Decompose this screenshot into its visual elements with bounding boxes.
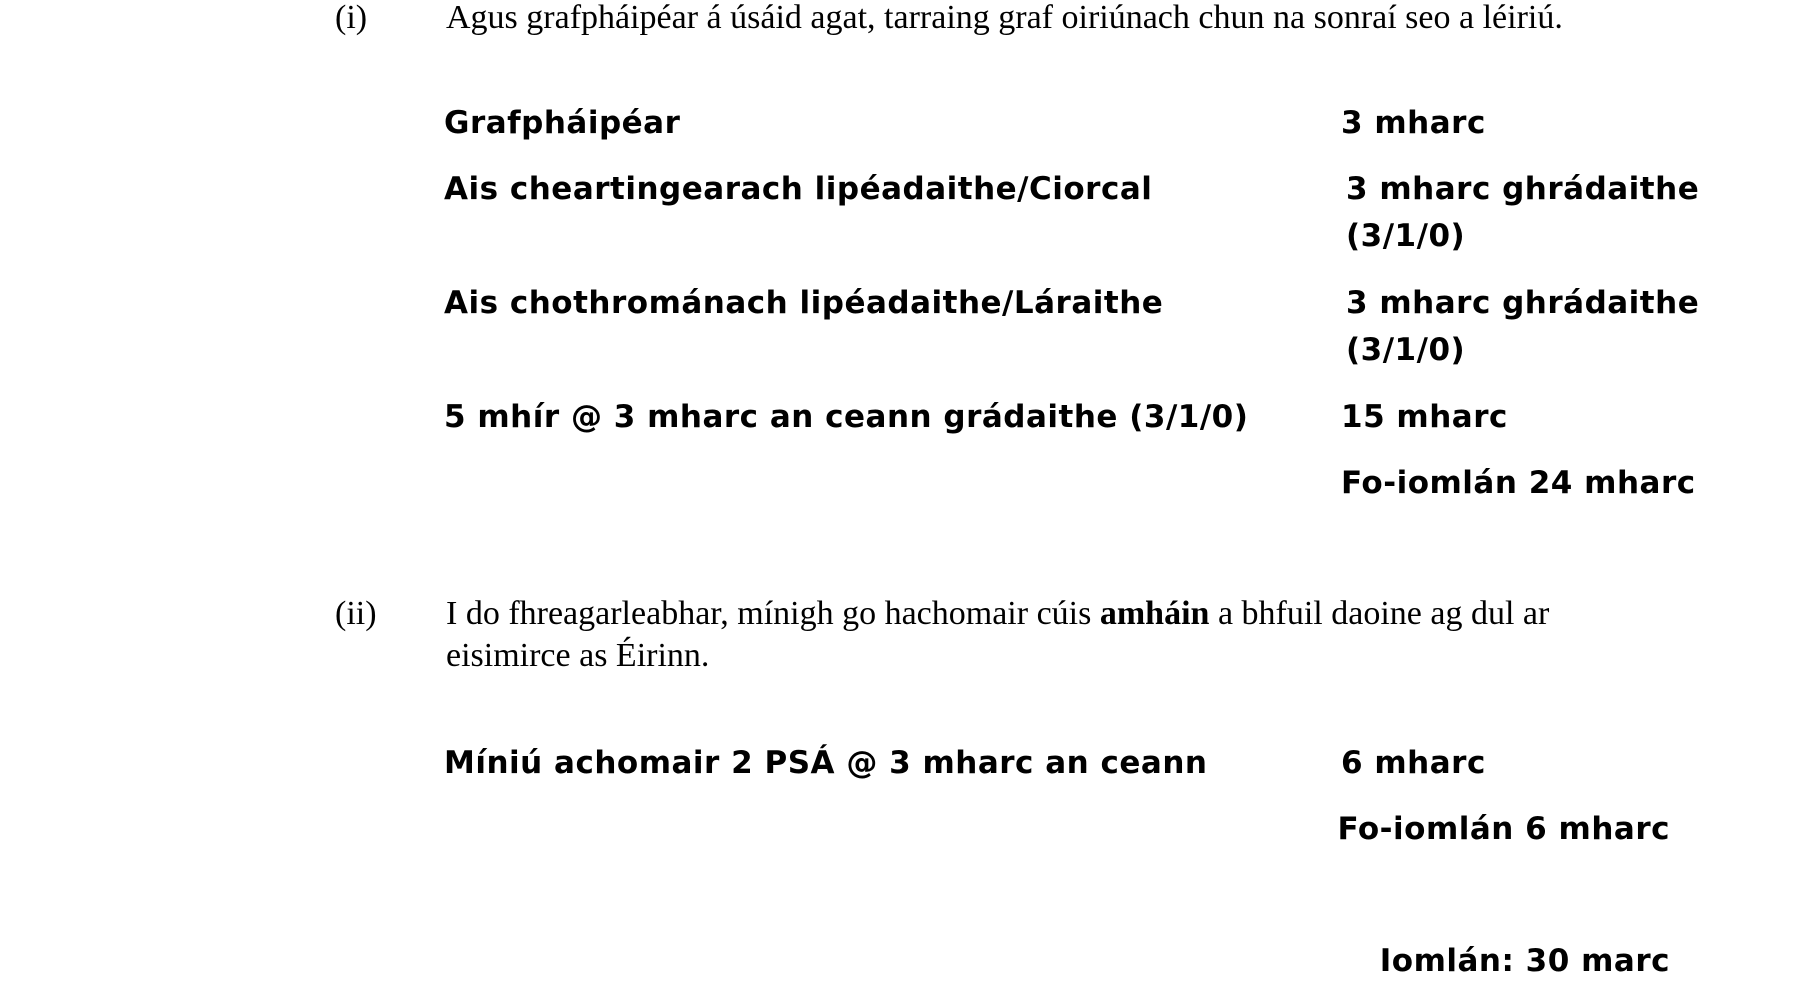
grand-total: Iomlán: 30 marc xyxy=(1379,943,1670,979)
part-ii-question-after: a bhfuil daoine ag dul ar xyxy=(1209,595,1550,632)
scheme-item-explanation: Míniú achomair 2 PSÁ @ 3 mharc an ceann xyxy=(444,745,1208,781)
part-ii-question-line1 xyxy=(446,593,1549,635)
scheme-marks-horizontal-axis-grading: (3/1/0) xyxy=(1346,332,1466,368)
scheme-item-horizontal-axis: Ais chothrománach lipéadaithe/Láraithe xyxy=(444,285,1164,321)
scheme-item-data-items: 5 mhír @ 3 mharc an ceann grádaithe (3/1/0) xyxy=(444,399,1249,435)
scheme-marks-vertical-axis: 3 mharc ghrádaithe xyxy=(1346,171,1700,207)
part-i-question: Agus grafpháipéar á úsáid agat, tarraing graf oiriúnach chun na sonraí seo a léiriú. xyxy=(446,0,1563,36)
scheme-marks-horizontal-axis: 3 mharc ghrádaithe xyxy=(1346,285,1700,321)
scheme-marks-data-items: 15 mharc xyxy=(1341,399,1508,435)
part-ii-question-line2: eisimirce as Éirinn. xyxy=(446,637,710,674)
scheme-marks-vertical-axis-grading: (3/1/0) xyxy=(1346,218,1466,254)
part-ii-question-before: I do fhreagarleabhar, mínigh go hachomair cúis xyxy=(446,595,1100,632)
scheme-marks-graph-paper: 3 mharc xyxy=(1341,105,1486,141)
scheme-marks-explanation: 6 mharc xyxy=(1341,745,1486,781)
part-ii-question-emphasis: amháin xyxy=(1099,595,1210,632)
part-ii-subtotal: Fo-iomlán 6 mharc xyxy=(1337,811,1670,847)
part-i-label: (i) xyxy=(335,0,368,36)
part-ii-label: (ii) xyxy=(335,595,377,632)
scheme-item-vertical-axis: Ais cheartingearach lipéadaithe/Ciorcal xyxy=(444,171,1153,207)
scheme-item-graph-paper: Grafpháipéar xyxy=(444,105,681,141)
part-i-subtotal: Fo-iomlán 24 mharc xyxy=(1341,465,1696,501)
